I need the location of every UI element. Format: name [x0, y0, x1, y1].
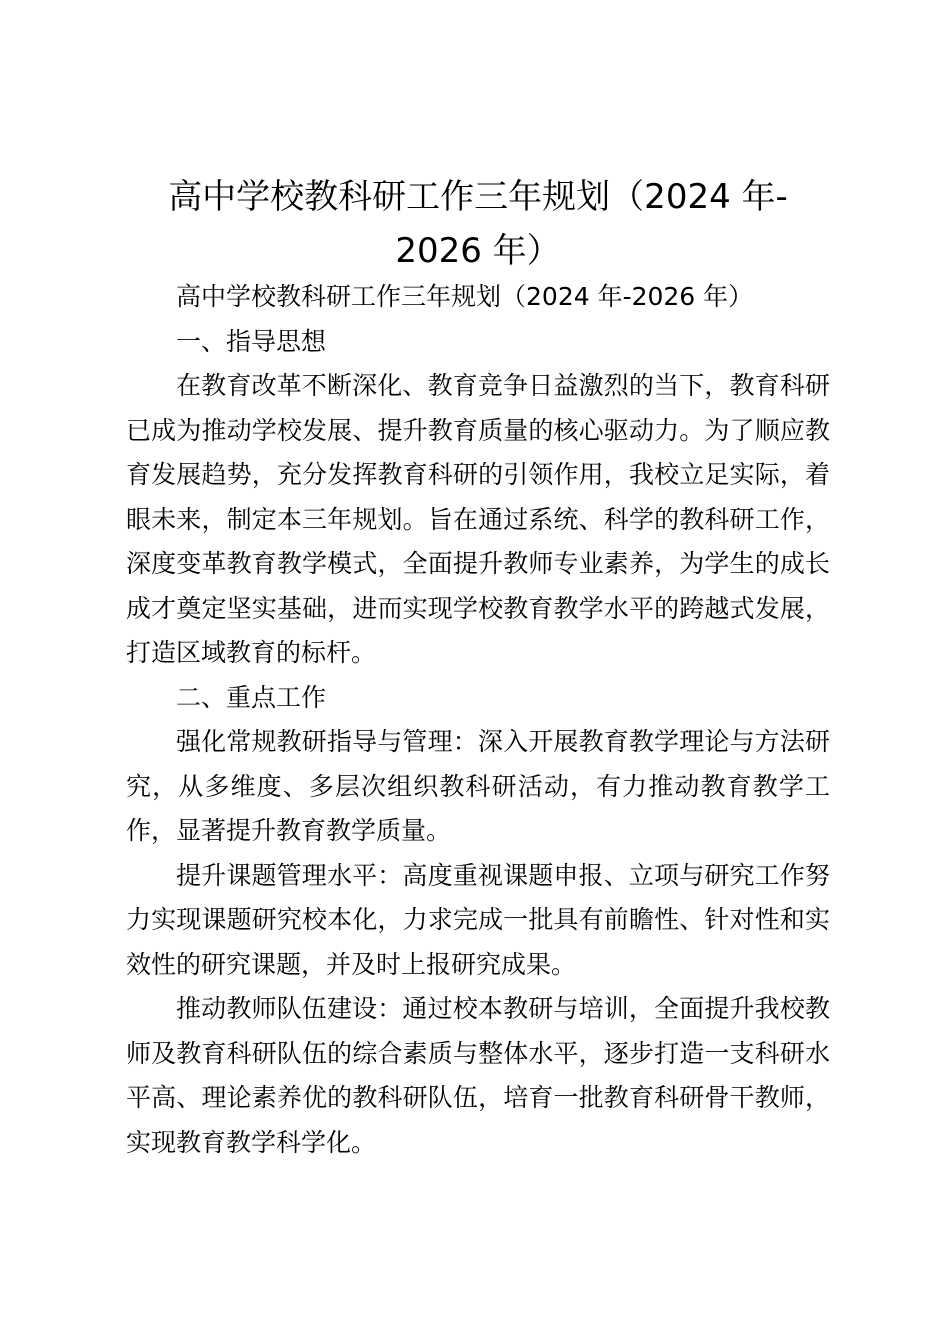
title-line-1: 高中学校教科研工作三年规划（2024 年-	[168, 177, 788, 217]
paragraph-project-management: 提升课题管理水平：高度重视课题申报、立项与研究工作努力实现课题研究校本化，力求完成一批具有前瞻性、针对性和实效性的研究课题，并及时上报研究成果。	[126, 860, 830, 979]
paragraph-guiding-ideology: 在教育改革不断深化、教育竞争日益激烈的当下，教育科研已成为推动学校发展、提升教育质量的核心驱动力。为了顺应教育发展趋势，充分发挥教育科研的引领作用，我校立足实际，着眼未来，制定本三年规划。旨在通过系统、科学的教科研工作，深度变革教育教学模式，全面提升教师专业素养，为学生的成长成才奠定坚实基础，进而实现学校教育教学水平的跨越式发展，打造区域教育的标杆。	[126, 371, 830, 667]
title-line-2: 2026 年）	[395, 231, 561, 271]
section-heading-key-work: 二、重点工作	[176, 682, 327, 712]
subtitle-paragraph: 高中学校教科研工作三年规划（2024 年-2026 年）	[176, 282, 754, 311]
section-heading-guiding-ideology: 一、指导思想	[176, 326, 327, 356]
document-title	[126, 170, 830, 278]
paragraph-routine-research: 强化常规教研指导与管理：深入开展教育教学理论与方法研究，从多维度、多层次组织教科研活动，有力推动教育教学工作，显著提升教育教学质量。	[126, 727, 830, 845]
document-body	[126, 275, 830, 1165]
paragraph-teacher-team: 推动教师队伍建设：通过校本教研与培训，全面提升我校教师及教育科研队伍的综合素质与整体水平，逐步打造一支科研水平高、理论素养优的教科研队伍，培育一批教育科研骨干教师，实现教育教学科学化。	[126, 994, 830, 1157]
